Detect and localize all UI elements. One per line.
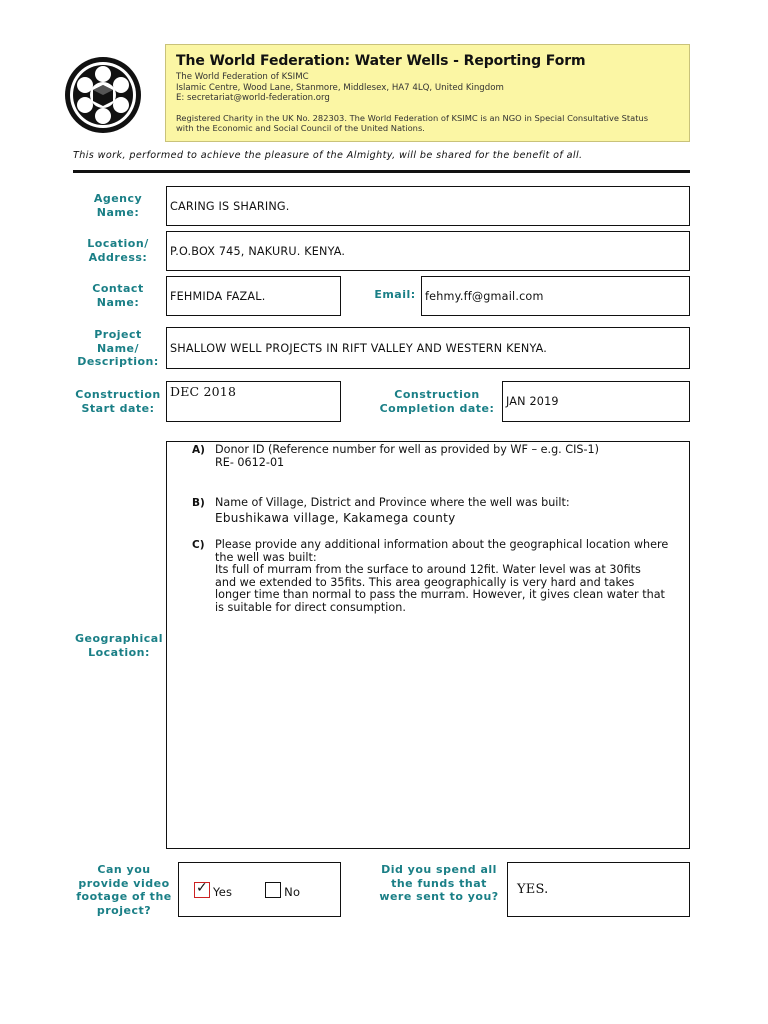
video-footage-label <box>72 863 176 917</box>
contact-name-value: FEHMIDA FAZAL. <box>170 289 266 303</box>
completion-label-line-2: Completion date: <box>379 401 495 415</box>
start-date-label <box>72 388 164 415</box>
project-label-line-2: Name/ <box>96 341 140 355</box>
start-date-field[interactable] <box>166 381 341 422</box>
geo-location-label <box>72 632 166 659</box>
question-b-answer: Ebushikawa village, Kakamega county <box>215 510 456 525</box>
project-label <box>72 328 164 369</box>
start-date-value: DEC 2018 <box>170 384 237 399</box>
agency-label-line-2: Name: <box>96 205 140 219</box>
contact-label-line-1: Contact <box>92 282 144 295</box>
agency-name-field[interactable] <box>166 186 690 226</box>
org-name: The World Federation of KSIMC <box>176 72 309 82</box>
funds-answer-value: YES. <box>517 882 549 897</box>
project-label-line-3: Description: <box>77 355 159 368</box>
form-header <box>165 44 690 142</box>
location-label-line-1: Location/ <box>87 237 149 250</box>
start-label-line-2: Start date: <box>81 401 155 415</box>
completion-date-label <box>373 388 501 415</box>
email-value: fehmy.ff@gmail.com <box>425 289 544 303</box>
no-checkbox[interactable] <box>265 882 281 898</box>
check-mark-icon: ✓ <box>196 879 208 896</box>
completion-label-line-1: Construction <box>394 388 480 401</box>
question-c-answer-line-4: is suitable for direct consumption. <box>215 600 406 614</box>
geo-label-line-1: Geographical <box>75 632 163 645</box>
question-c-prompt-line-1: Please provide any additional information about the geographical location where <box>215 538 669 551</box>
project-field[interactable] <box>166 327 690 369</box>
question-a-prompt: Donor ID (Reference number for well as provided by WF – e.g. CIS-1) <box>215 443 600 456</box>
email-field[interactable] <box>421 276 690 316</box>
org-email: E: secretariat@world-federation.org <box>176 93 330 103</box>
funds-spent-field[interactable] <box>507 862 690 917</box>
form-title: The World Federation: Water Wells - Reporting Form <box>176 53 586 69</box>
question-a-letter: A) <box>192 444 205 456</box>
project-value: SHALLOW WELL PROJECTS IN RIFT VALLEY AND WESTERN KENYA. <box>170 341 548 355</box>
location-field[interactable] <box>166 231 690 271</box>
question-a-answer: RE- 0612-01 <box>215 455 285 469</box>
funds-label-line-2: the funds that <box>391 876 487 890</box>
agency-label-line-1: Agency <box>93 192 143 205</box>
completion-date-field[interactable] <box>502 381 690 422</box>
no-option-label: No <box>284 884 301 899</box>
contact-name-field[interactable] <box>166 276 341 316</box>
project-label-line-1: Project <box>94 328 142 341</box>
question-c-letter: C) <box>192 539 205 551</box>
agency-name-value: CARING IS SHARING. <box>170 199 290 213</box>
start-label-line-1: Construction <box>75 388 161 401</box>
location-label-line-2: Address: <box>88 250 148 264</box>
header-divider <box>73 170 690 173</box>
video-label-line-2: provide video <box>78 876 170 890</box>
question-a-text <box>215 444 685 469</box>
funds-spent-label <box>372 863 506 904</box>
yes-option-label: Yes <box>213 884 233 899</box>
contact-name-label <box>72 282 164 309</box>
org-address: Islamic Centre, Wood Lane, Stanmore, Middlesex, HA7 4LQ, United Kingdom <box>176 82 504 93</box>
funds-label-line-3: were sent to you? <box>379 890 499 903</box>
video-label-line-1: Can you <box>97 863 151 876</box>
completion-date-value: JAN 2019 <box>506 395 559 408</box>
video-label-line-4: project? <box>96 903 152 917</box>
agency-name-label <box>72 192 164 219</box>
question-b-prompt: Name of Village, District and Province where the well was built: <box>215 496 570 509</box>
registration-line-2: with the Economic and Social Council of the United Nations. <box>176 122 425 133</box>
video-footage-field <box>178 862 341 917</box>
email-label: Email: <box>374 288 416 301</box>
location-value: P.O.BOX 745, NAKURU. KENYA. <box>170 244 346 258</box>
location-label <box>72 237 164 264</box>
geo-label-line-2: Location: <box>88 645 150 659</box>
question-c-answer-line-1: Its full of murram from the surface to around 12fit. Water level was at 30fits <box>215 563 641 576</box>
yes-checkbox[interactable] <box>194 879 210 898</box>
question-b-letter: B) <box>192 497 205 509</box>
funds-label-line-1: Did you spend all <box>381 863 497 876</box>
question-b-text <box>215 497 685 524</box>
question-c-answer-line-3: longer time than normal to pass the murram. However, it gives clean water that <box>215 588 665 601</box>
question-c-prompt-line-2: the well was built: <box>215 550 317 564</box>
registration-line-1: Registered Charity in the UK No. 282303. The World Federation of KSIMC is an NGO in Special Consultative Status <box>176 112 649 123</box>
geo-location-box[interactable] <box>166 441 690 849</box>
contact-label-line-2: Name: <box>96 295 140 309</box>
motto-text: This work, performed to achieve the pleasure of the Almighty, will be shared for the benefit of all. <box>73 150 583 161</box>
question-c-answer-line-2: and we extended to 35fits. This area geographically is very hard and takes <box>215 575 635 589</box>
question-c-text <box>215 539 685 614</box>
video-label-line-3: footage of the <box>76 890 172 903</box>
world-federation-logo <box>64 56 142 134</box>
